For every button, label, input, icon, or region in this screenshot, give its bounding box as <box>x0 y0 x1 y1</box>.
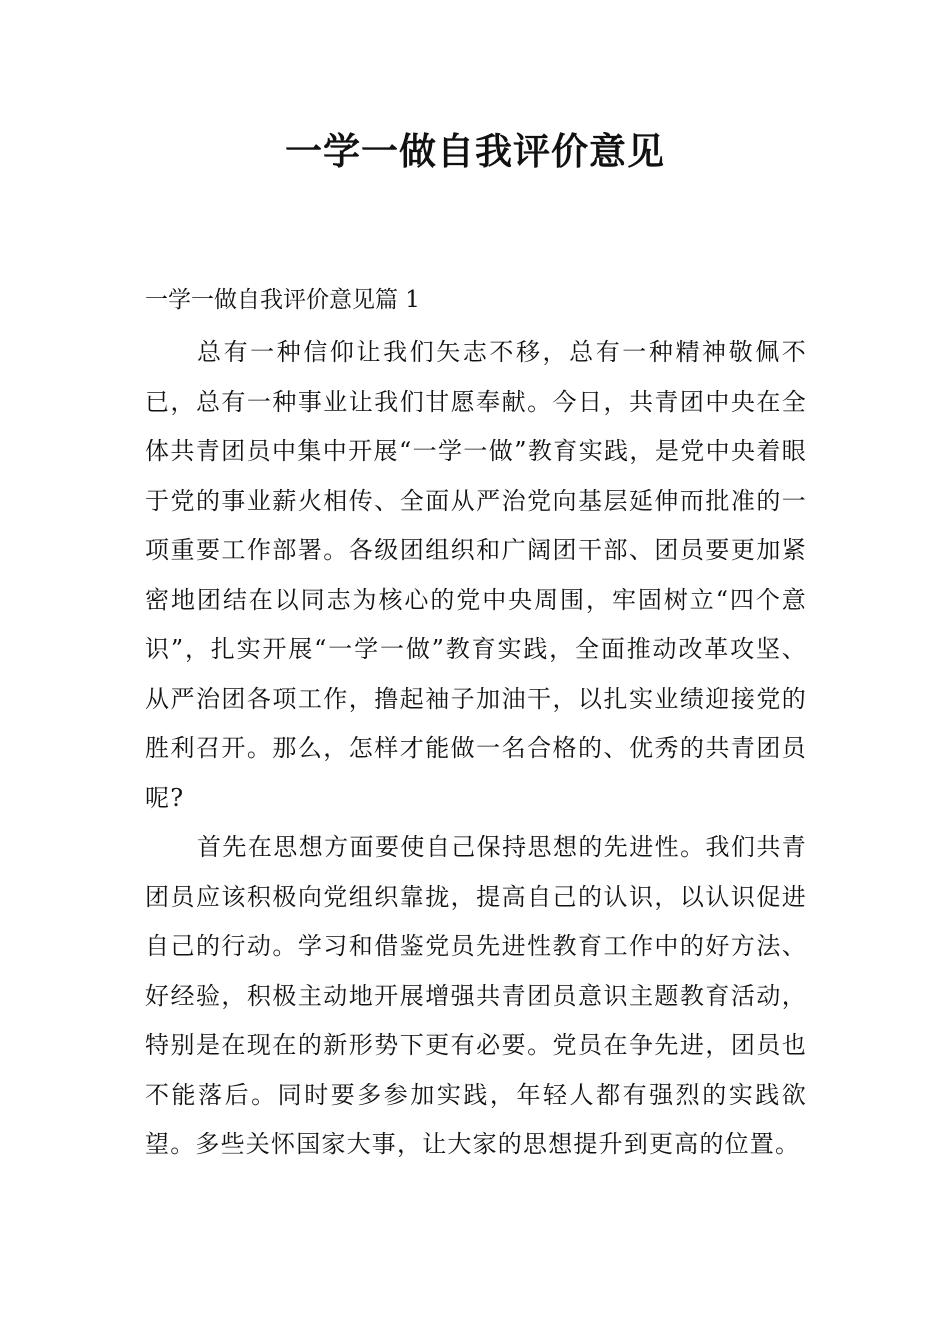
section-heading: 一学一做自我评价意见篇 1 <box>145 287 420 313</box>
body-paragraph-1: 总有一种信仰让我们矢志不移，总有一种精神敬佩不已，总有一种事业让我们甘愿奉献。今日，共青团中央在全体共青团员中集中开展“一学一做”教育实践，是党中央着眼于党的事业薪火相传、全面从严治党向基层延伸而批准的一项重要工作部署。各级团组织和广阔团干部、团员要更加紧密地团结在以同志为核心的党中央周围，牢固树立“四个意识”，扎实开展“一学一做”教育实践，全面推动改革攻坚、从严治团各项工作，撸起袖子加油干，以扎实业绩迎接党的胜利召开。那么，怎样才能做一名合格的、优秀的共青团员呢? <box>145 338 807 812</box>
page-title: 一学一做自我评价意见 <box>285 130 665 173</box>
body-paragraph-2: 首先在思想方面要使自己保持思想的先进性。我们共青团员应该积极向党组织靠拢，提高自己的认识，以认识促进自己的行动。学习和借鉴党员先进性教育工作中的好方法、好经验，积极主动地开展增强共青团员意识主题教育活动，特别是在现在的新形势下更有必要。党员在争先进，团员也不能落后。同时要多参加实践，年轻人都有强烈的实践欲望。多些关怀国家大事，让大家的思想提升到更高的位置。 <box>145 833 807 1158</box>
